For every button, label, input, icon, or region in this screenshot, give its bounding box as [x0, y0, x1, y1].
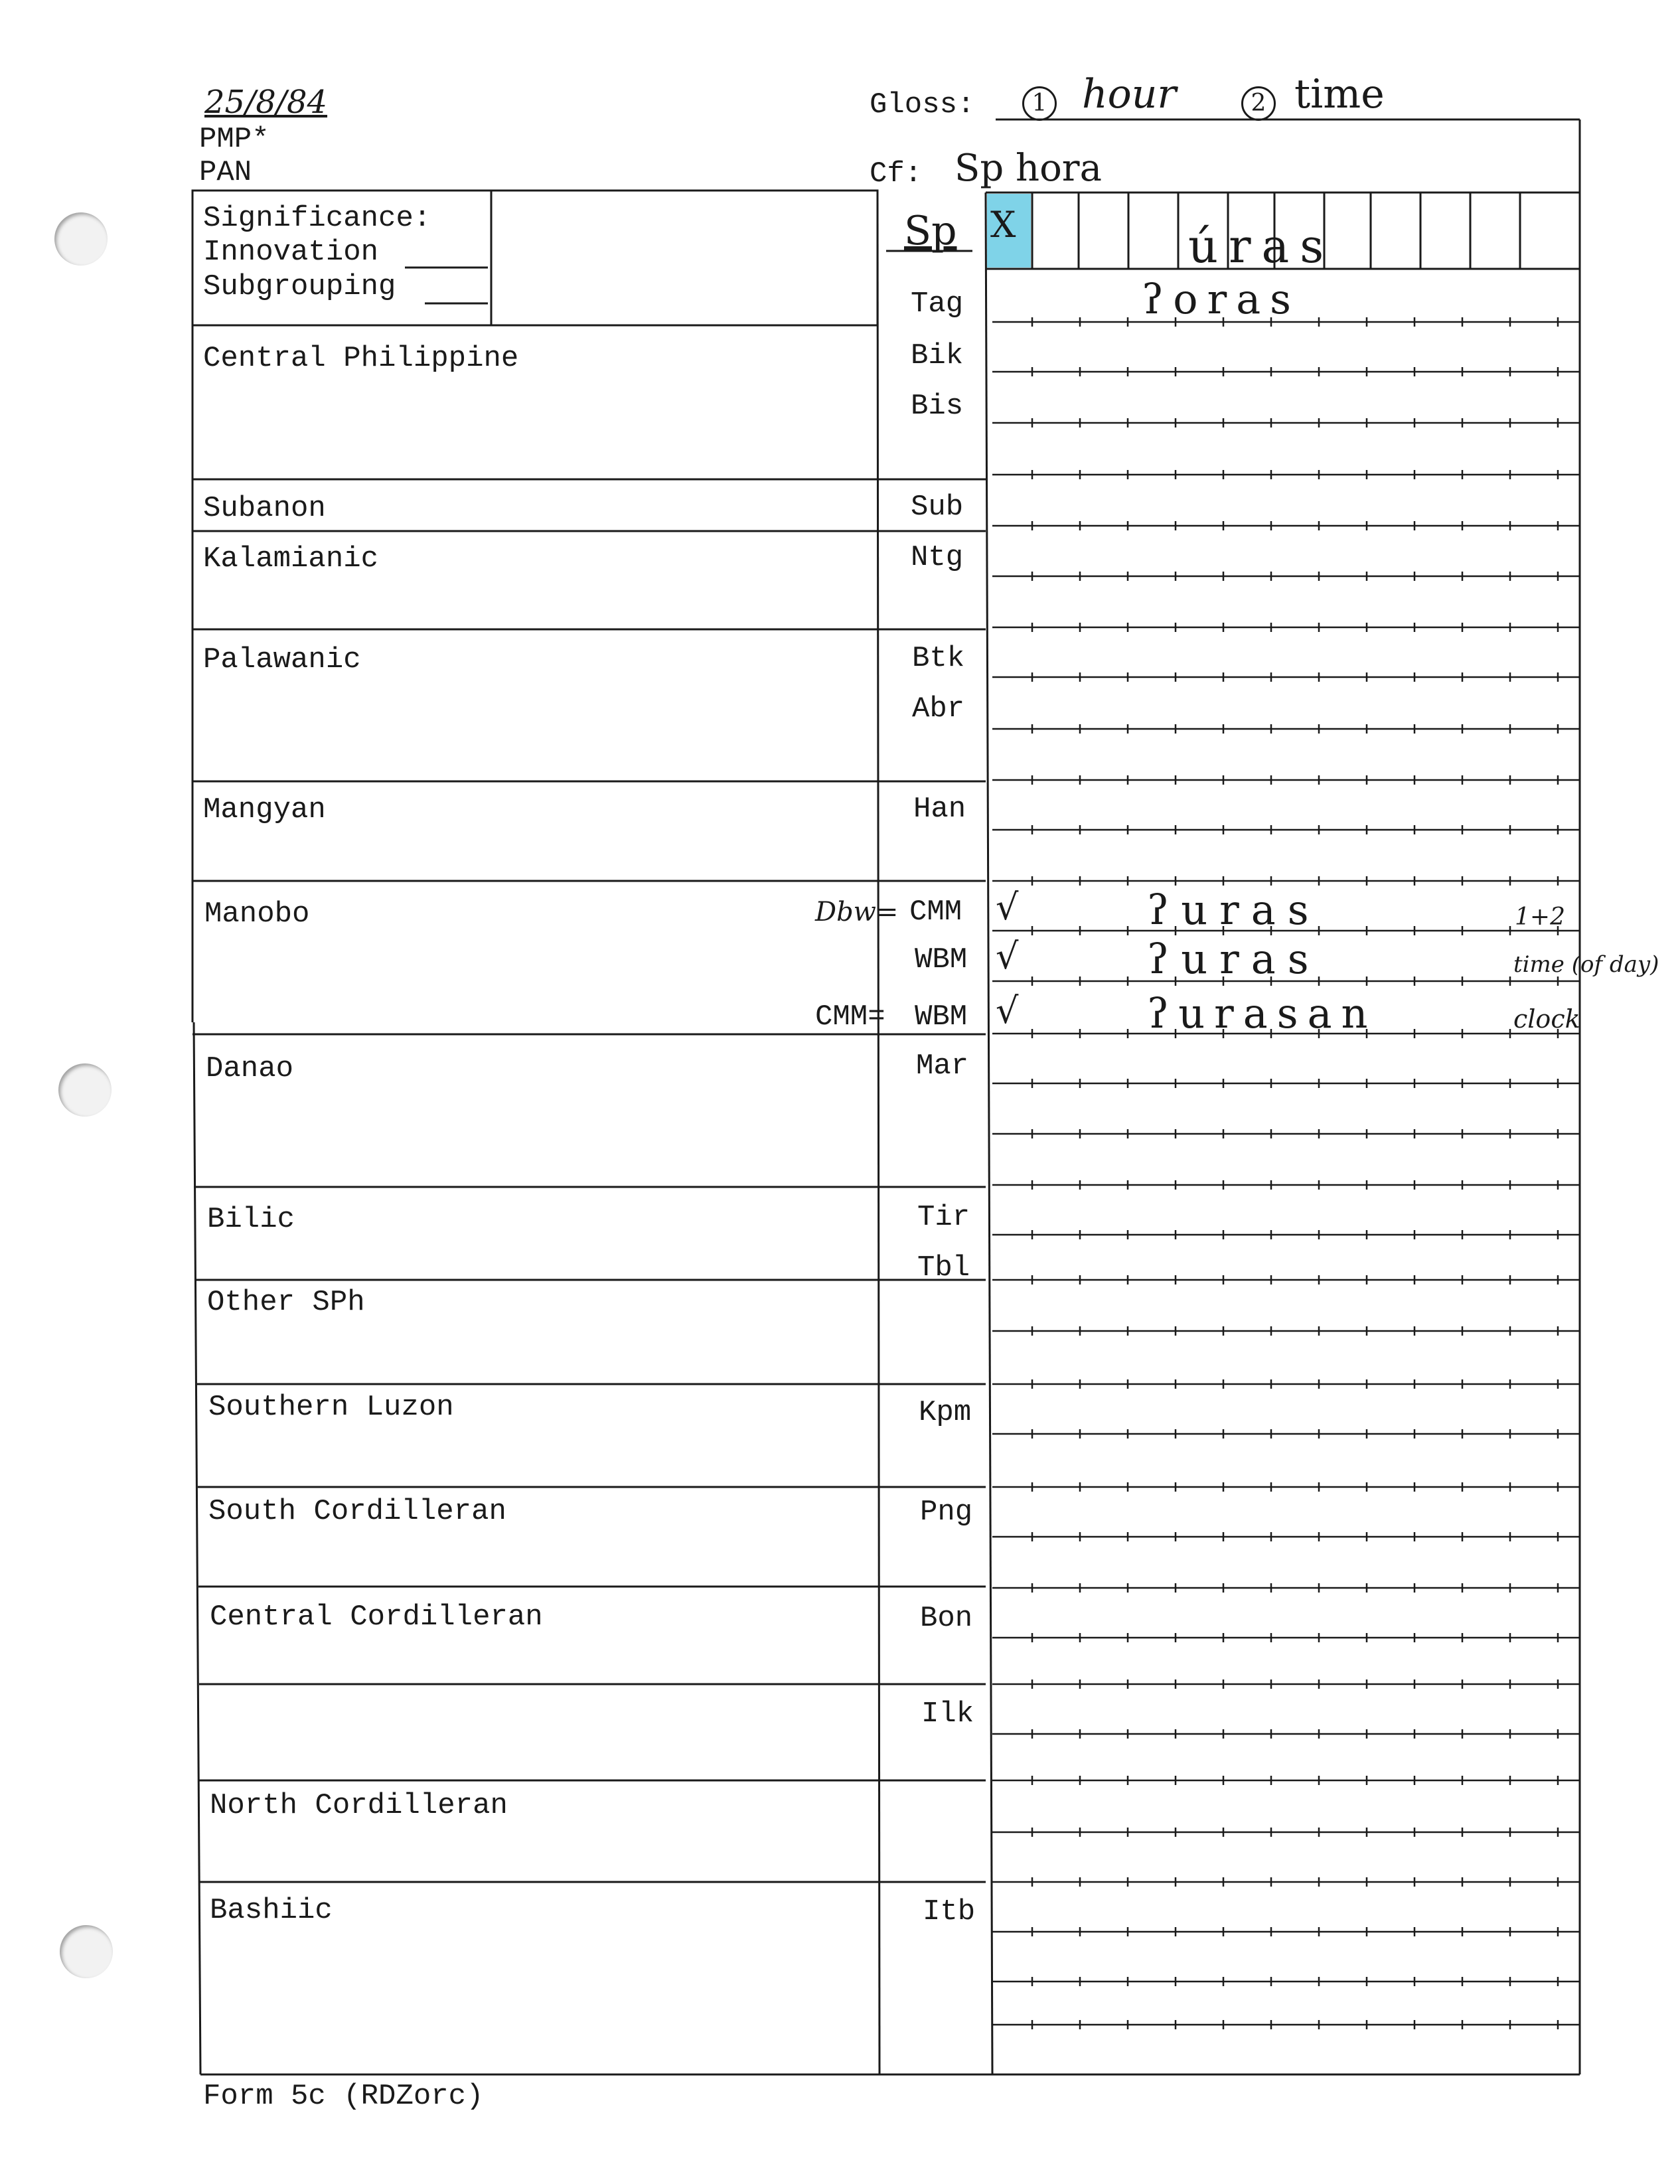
lang-bon: Bon	[920, 1602, 973, 1635]
cf-value: Sp hora	[955, 147, 1102, 190]
group-central-cordilleran: Central Cordilleran	[210, 1600, 543, 1634]
lang-png: Png	[920, 1496, 973, 1529]
wbm-gloss: time (of day)	[1513, 951, 1659, 978]
cmm-gloss: 1+2	[1515, 903, 1565, 931]
lang-sub: Sub	[911, 491, 964, 524]
significance-title: Significance:	[203, 202, 431, 235]
sp-form: úras	[1188, 219, 1335, 273]
lang-tag: Tag	[911, 287, 964, 321]
wbm-check: √	[996, 935, 1019, 977]
note-dbw: Dbw=	[815, 897, 899, 927]
tag-form: ʔoras	[1142, 275, 1300, 323]
lang-wbm: WBM	[915, 943, 968, 976]
cf-label: Cf:	[870, 157, 923, 191]
lang-ntg: Ntg	[911, 541, 964, 574]
note-cmm: CMM=	[815, 1000, 885, 1034]
group-mangyan: Mangyan	[203, 793, 326, 826]
lang-btk: Btk	[912, 642, 965, 675]
sp-mark: X	[990, 204, 1016, 246]
lang-han: Han	[913, 793, 966, 826]
gloss-label: Gloss:	[870, 88, 975, 121]
group-bashiic: Bashiic	[210, 1894, 333, 1927]
lang-bik: Bik	[911, 339, 964, 372]
group-bilic: Bilic	[207, 1203, 295, 1236]
innovation-label: Innovation	[203, 236, 379, 269]
group-subanon: Subanon	[203, 492, 326, 525]
lang-tbl: Tbl	[917, 1251, 970, 1285]
group-central-philippine: Central Philippine	[203, 342, 519, 375]
gloss-1: hour	[1082, 71, 1177, 117]
lang-tir: Tir	[917, 1201, 970, 1234]
lang-cmm: CMM	[909, 896, 962, 929]
protolanguage-pan: PAN	[199, 156, 252, 189]
gloss-2-number: 2	[1241, 86, 1276, 121]
lang-kpm: Kpm	[919, 1396, 972, 1429]
lang-wbm-2: WBM	[915, 1000, 968, 1034]
protolanguage-pmp: PMP*	[199, 123, 269, 156]
lang-mar: Mar	[916, 1050, 969, 1083]
wbm2-form: ʔurasan	[1147, 989, 1377, 1038]
lang-bis: Bis	[911, 390, 964, 423]
form-footer: Form 5c (RDZorc)	[203, 2080, 484, 2113]
cmm-check: √	[996, 886, 1019, 928]
lang-itb: Itb	[923, 1895, 976, 1928]
gloss-1-number: 1	[1022, 86, 1057, 121]
subgrouping-label: Subgrouping	[203, 270, 396, 303]
group-north-cordilleran: North Cordilleran	[210, 1789, 508, 1822]
wbm2-check: √	[996, 990, 1019, 1032]
group-palawanic: Palawanic	[203, 643, 361, 676]
group-manobo: Manobo	[204, 897, 310, 931]
lang-sp: Sp	[904, 208, 957, 254]
group-southern-luzon: Southern Luzon	[208, 1391, 454, 1424]
group-kalamianic: Kalamianic	[203, 542, 379, 576]
group-other-sph: Other SPh	[207, 1286, 365, 1319]
date: 25/8/84	[204, 84, 328, 121]
group-south-cordilleran: South Cordilleran	[208, 1495, 506, 1528]
group-danao: Danao	[206, 1052, 294, 1085]
cmm-form: ʔuras	[1147, 886, 1321, 934]
lang-ilk: Ilk	[921, 1697, 974, 1731]
wbm2-gloss: clock	[1513, 1004, 1580, 1034]
lang-abr: Abr	[912, 692, 965, 726]
wbm-form: ʔuras	[1147, 935, 1321, 983]
gloss-2: time	[1294, 71, 1385, 117]
